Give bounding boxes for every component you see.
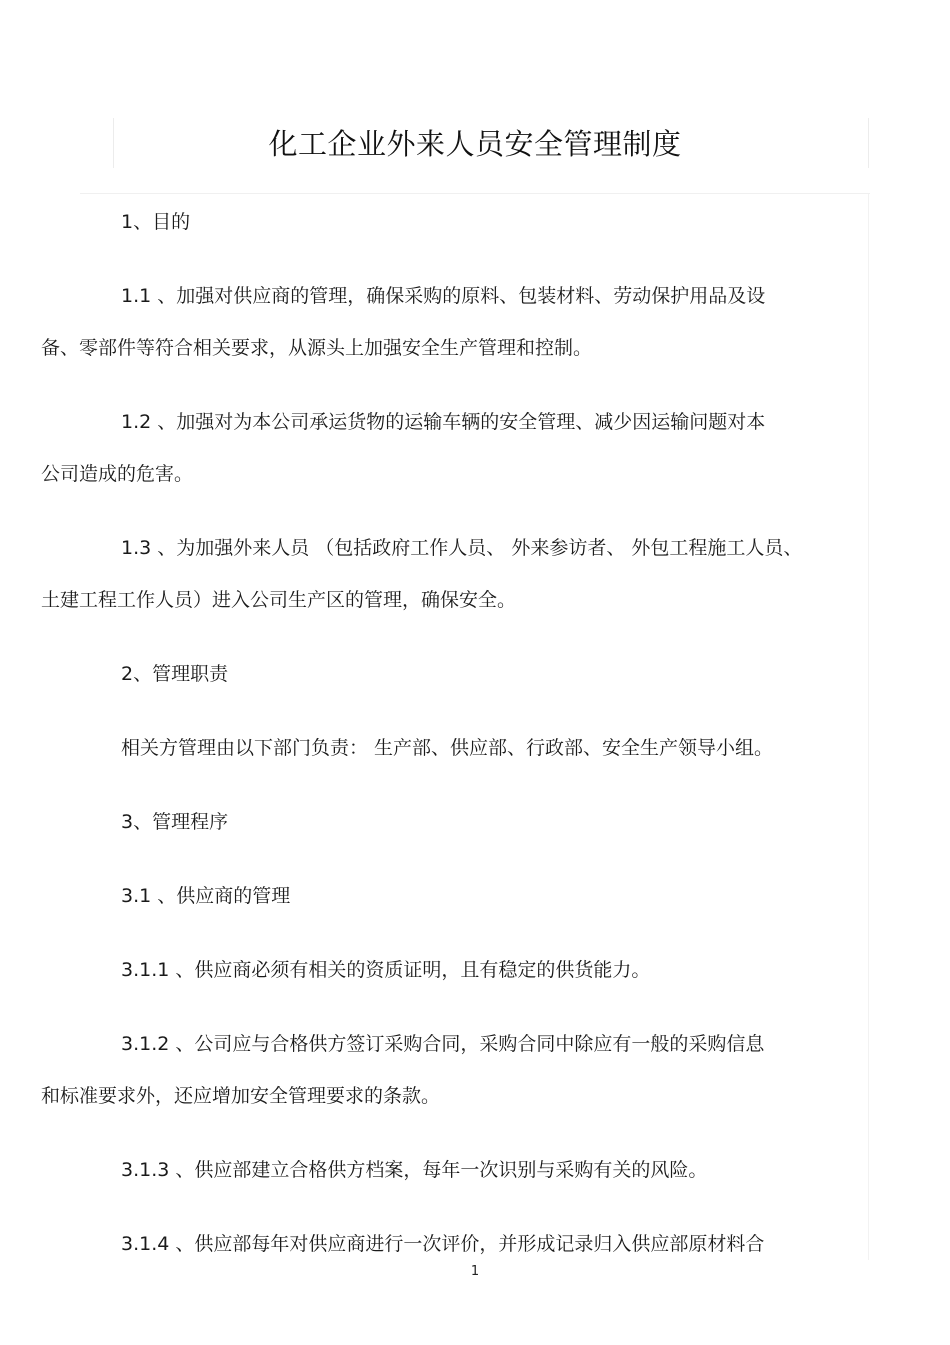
paragraph	[81, 870, 871, 922]
paragraph	[81, 944, 871, 996]
paragraph-line-continued: 和标准要求外，还应增加安全管理要求的条款。	[41, 1085, 441, 1107]
paragraph-line: 3、管理程序	[121, 811, 229, 833]
paragraph-line: 3.1 、供应商的管理	[121, 885, 291, 907]
paragraph	[81, 722, 871, 774]
paragraph-line: 1、目的	[121, 211, 191, 233]
paragraph-line: 3.1.2 、公司应与合格供方签订采购合同，采购合同中除应有一般的采购信息	[121, 1033, 765, 1055]
paragraph-line: 3.1.1 、供应商必须有相关的资质证明，且有稳定的供货能力。	[121, 959, 651, 981]
paragraph	[41, 522, 871, 626]
paragraph	[81, 796, 871, 848]
paragraph	[41, 396, 871, 500]
paragraph	[81, 196, 871, 248]
document-body	[41, 196, 871, 1292]
paragraph-line-continued: 土建工程工作人员）进入公司生产区的管理，确保安全。	[41, 589, 517, 611]
paragraph-line: 1.1 、加强对供应商的管理，确保采购的原料、包装材料、劳动保护用品及设	[121, 285, 766, 307]
paragraph-line: 1.2 、加强对为本公司承运货物的运输车辆的安全管理、减少因运输问题对本	[121, 411, 766, 433]
paragraph-line: 2、管理职责	[121, 663, 229, 685]
header-divider	[80, 193, 870, 194]
paragraph-line: 3.1.4 、供应部每年对供应商进行一次评价，并形成记录归入供应部原材料合	[121, 1233, 765, 1255]
paragraph-line: 3.1.3 、供应部建立合格供方档案，每年一次识别与采购有关的风险。	[121, 1159, 708, 1181]
paragraph-line: 1.3 、为加强外来人员 （包括政府工作人员、 外来参访者、 外包工程施工人员、	[121, 537, 803, 559]
paragraph	[41, 1018, 871, 1122]
paragraph-line: 相关方管理由以下部门负责： 生产部、供应部、行政部、安全生产领导小组。	[121, 737, 774, 759]
paragraph-line-continued: 公司造成的危害。	[41, 463, 194, 485]
paragraph	[41, 270, 871, 374]
document-title: 化工企业外来人员安全管理制度	[268, 127, 682, 161]
page-number: 1	[470, 1264, 480, 1279]
paragraph-line-continued: 备、零部件等符合相关要求，从源头上加强安全生产管理和控制。	[41, 337, 593, 359]
paragraph	[81, 1144, 871, 1196]
paragraph	[81, 648, 871, 700]
